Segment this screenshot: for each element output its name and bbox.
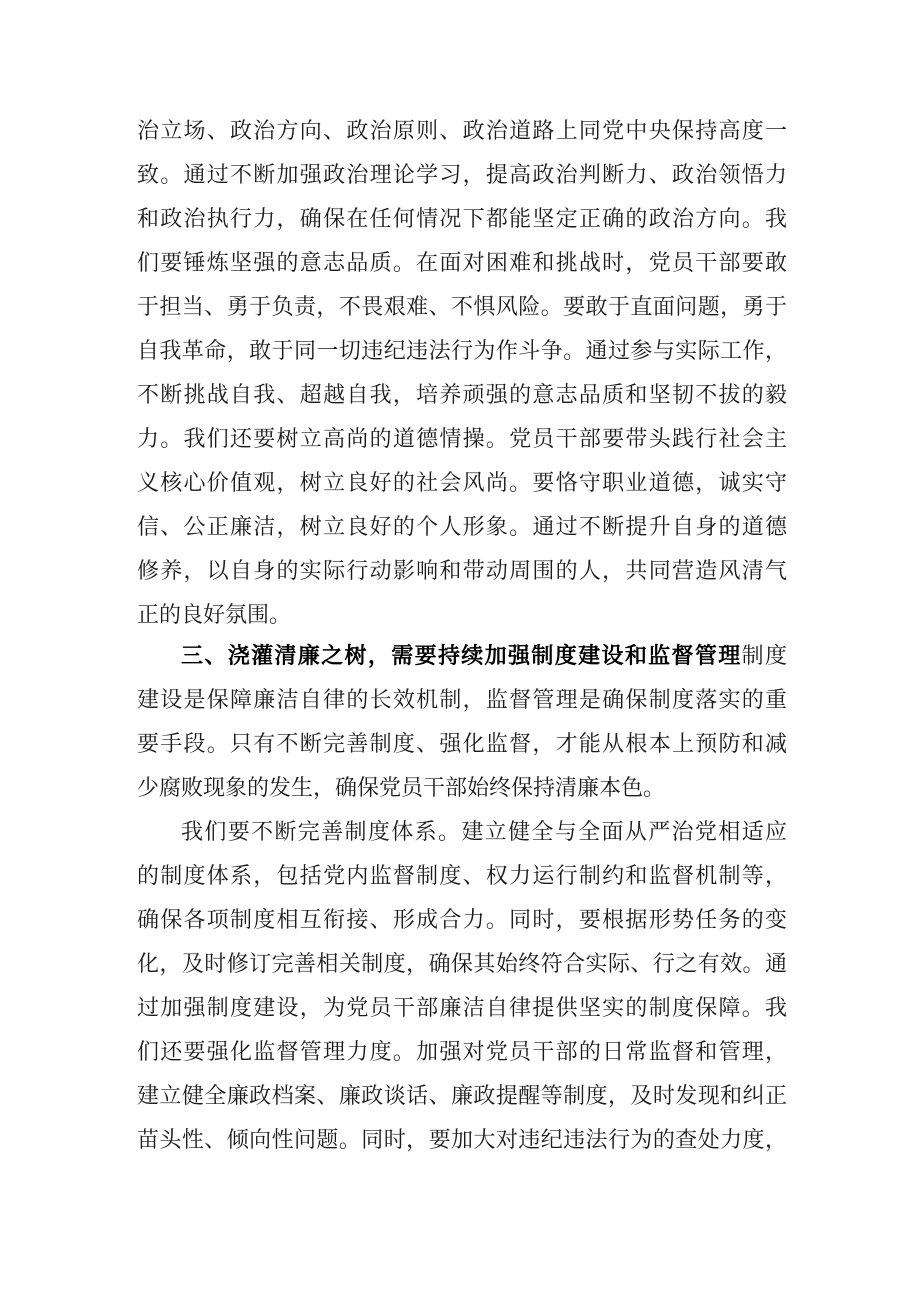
heading-line-rest: 制度	[741, 644, 787, 669]
text-line: 要手段。只有不断完善制度、强化监督，才能从根本上预防和减	[137, 732, 787, 757]
text-line: 的制度体系，包括党内监督制度、权力运行制约和监督机制等，	[137, 864, 787, 889]
text-line: 义核心价值观，树立良好的社会风尚。要恪守职业道德，诚实守	[137, 471, 787, 496]
text-line: 自我革命，敢于同一切违纪违法行为作斗争。通过参与实际工作，	[137, 339, 787, 364]
text-line: 修养，以自身的实际行动影响和带动周围的人，共同营造风清气	[137, 559, 787, 584]
text-line: 苗头性、倾向性问题。同时，要加大对违纪违法行为的查处力度，	[137, 1128, 787, 1153]
paragraph-institution-system	[137, 811, 787, 1163]
text-line: 化，及时修订完善相关制度，确保其始终符合实际、行之有效。通	[137, 952, 787, 977]
text-line: 过加强制度建设，为党员干部廉洁自律提供坚实的制度保障。我	[137, 996, 787, 1021]
text-line: 致。通过不断加强政治理论学习，提高政治判断力、政治领悟力	[137, 163, 787, 188]
text-line: 力。我们还要树立高尚的道德情操。党员干部要带头践行社会主	[137, 427, 787, 452]
text-line: 建设是保障廉洁自律的长效机制，监督管理是确保制度落实的重	[137, 688, 787, 713]
text-line: 少腐败现象的发生，确保党员干部始终保持清廉本色。	[137, 776, 666, 801]
text-line: 于担当、勇于负责，不畏艰难、不惧风险。要敢于直面问题，勇于	[137, 295, 787, 320]
section-heading-line	[137, 635, 787, 679]
text-line: 们要锤炼坚强的意志品质。在面对困难和挑战时，党员干部要敢	[137, 251, 787, 276]
text-line: 和政治执行力，确保在任何情况下都能坚定正确的政治方向。我	[137, 207, 787, 232]
paragraph-political-continuation	[137, 110, 787, 638]
section-three	[137, 635, 787, 811]
text-line: 信、公正廉洁，树立良好的个人形象。通过不断提升自身的道德	[137, 515, 787, 540]
text-line: 建立健全廉政档案、廉政谈话、廉政提醒等制度，及时发现和纠正	[137, 1084, 787, 1109]
text-line: 正的良好氛围。	[137, 603, 292, 628]
text-line: 不断挑战自我、超越自我，培养顽强的意志品质和坚韧不拔的毅	[137, 383, 787, 408]
text-line: 治立场、政治方向、政治原则、政治道路上同党中央保持高度一	[137, 119, 787, 144]
text-line: 确保各项制度相互衔接、形成合力。同时，要根据形势任务的变	[137, 908, 787, 933]
text-line: 们还要强化监督管理力度。加强对党员干部的日常监督和管理，	[137, 1040, 787, 1065]
text-line: 我们要不断完善制度体系。建立健全与全面从严治党相适应	[181, 820, 787, 845]
section-heading: 三、浇灌清廉之树，需要持续加强制度建设和监督管理	[181, 644, 742, 669]
